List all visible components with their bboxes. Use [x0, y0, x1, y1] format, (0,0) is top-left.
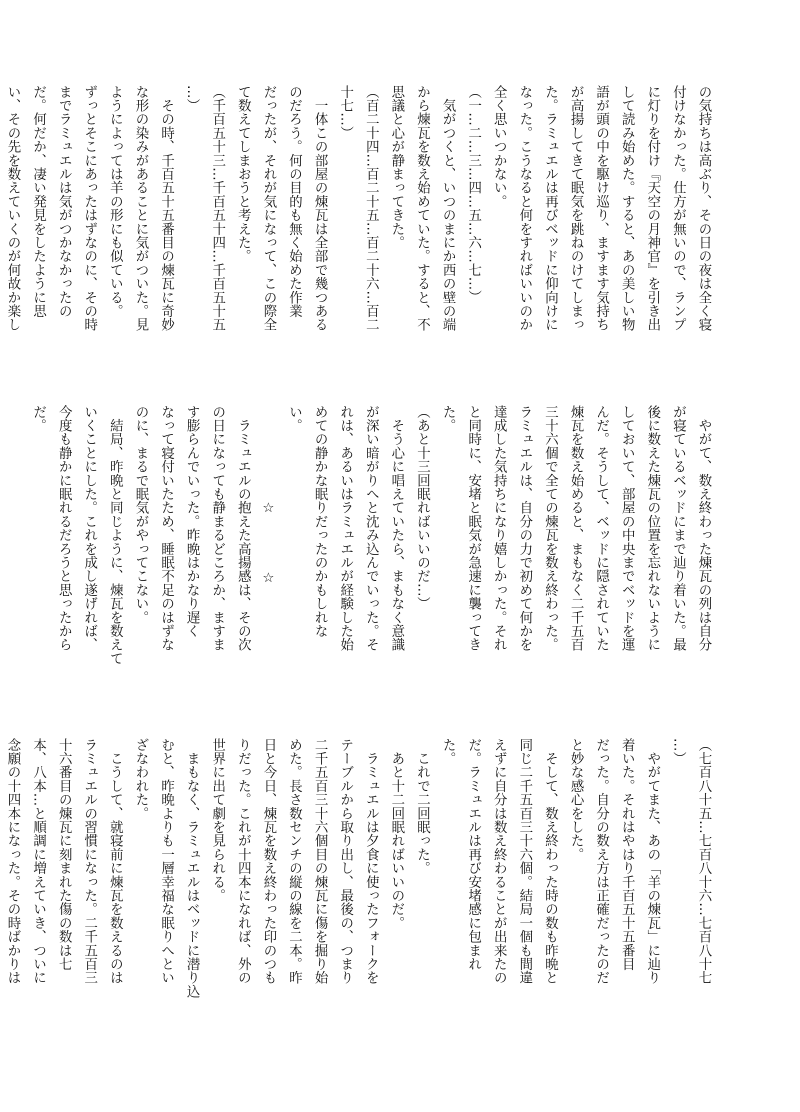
text-line: やがて、数え終わった煉瓦の列は自分: [696, 405, 711, 652]
text-line: の気持ちは高ぶり、その日の夜は全く寝: [696, 85, 711, 332]
text-line: そう心に唱えていたら、まもなく意識: [388, 405, 404, 652]
text-line: 達成した気持ちになり嬉しかった。それ: [491, 405, 507, 652]
text-line: （百二十四…百二十五…百二十六…百二: [363, 85, 379, 332]
text-line: と妙な感心をした。: [568, 738, 584, 862]
text-line: 二千五百三十六個目の煉瓦に傷を掘り始: [312, 738, 328, 985]
text-line: …）: [670, 738, 686, 766]
text-line: た。: [440, 738, 456, 766]
text-line: だ。何だか、凄い発見をしたように思: [30, 85, 46, 318]
text-line: 同じ二千五百三十六個。結局一個も間違: [516, 738, 532, 985]
text-line: 世界に出て劇を見られる。: [209, 738, 225, 903]
text-line: に灯りを付け『天空の月神官』を引き出: [644, 85, 660, 332]
text-line: 日と今日、煉瓦を数え終わった印のつも: [260, 738, 276, 985]
text-line: 付けなかった。仕方が無いので、ランプ: [670, 85, 686, 332]
text-line: ラミュエルの習慣になった。二千五百三: [81, 738, 97, 985]
text-line: 三十六個で全ての煉瓦を数え終わった。: [542, 405, 558, 652]
text-line: のだろう。何の目的も無く始めた作業: [286, 85, 302, 318]
text-line: い、その先を数えていくのが何故か楽し: [4, 85, 20, 332]
text-line: 煉瓦を数え始めると、まもなく二千五百: [568, 405, 584, 652]
text-line: 語が頭の中を駆け巡り、ますます気持ち: [593, 85, 609, 332]
text-line: （あと十三回眠ればいいのだ…）: [414, 405, 430, 611]
text-block-top: [4, 85, 716, 403]
text-line: ざなわれた。: [132, 738, 148, 821]
text-line: なって寝付いたため、睡眠不足のはずな: [158, 405, 174, 652]
text-line: りだった。これが十四本になれば、外の: [235, 738, 251, 985]
text-line: れは、あるいはラミュエルが経験した始: [337, 405, 353, 652]
text-line: の日になっても静まるどころか、ますま: [209, 405, 225, 652]
text-line: 本、八本…と順調に増えていき、ついに: [30, 738, 46, 985]
text-line: こうして、就寝前に煉瓦を数えるのは: [107, 738, 123, 985]
text-line: から煉瓦を数え始めていた。すると、不: [414, 85, 430, 332]
text-line: までラミュエルは気がつかなかったの: [56, 85, 72, 318]
text-line: だったが、それが気になって、この際全: [260, 85, 276, 332]
text-line: 一体この部屋の煉瓦は全部で幾つある: [312, 85, 328, 332]
text-line: 今度も静かに眠れるだろうと思ったから: [56, 405, 72, 652]
text-line: ☆ ☆: [260, 405, 276, 587]
text-line: 気がつくと、いつのまにか西の壁の端: [440, 85, 456, 332]
text-line: そして、数え終わった時の数も昨晩と: [542, 738, 558, 985]
text-block-bottom: [4, 738, 716, 1060]
text-line: テーブルから取り出し、最後の、つまり: [337, 738, 353, 985]
text-line: なった。こうなると何をすればいいのか: [516, 85, 532, 332]
text-line: ラミュエルは夕食に使ったフォークを: [363, 738, 379, 985]
text-line: ラミュエルの抱えた高揚感は、その次: [235, 405, 251, 652]
text-line: と同時に、安堵と眠気が急速に襲ってき: [465, 405, 481, 652]
text-line: 十六番目の煉瓦に刻まれた傷の数は七: [56, 738, 72, 971]
text-line: だった。自分の数え方は正確だったのだ: [593, 738, 609, 985]
text-line: い。: [286, 405, 302, 433]
text-line: な形の染みがあることに気がついた。見: [132, 85, 148, 332]
text-line: が深い暗がりへと沈み込んでいった。そ: [363, 405, 379, 652]
text-line: ようによっては羊の形にも似ている。: [107, 85, 123, 318]
text-line: 思議と心が静まってきた。: [388, 85, 404, 250]
text-line: す膨らんでいった。昨晩はかなり遅く: [184, 405, 200, 638]
text-line: んだ。そうして、ベッドに隠されていた: [593, 405, 609, 652]
text-line: めた。長さ数センチの縦の線を二本。昨: [286, 738, 302, 985]
text-line: まもなく、ラミュエルはベッドに潜り込: [184, 738, 200, 999]
text-line: （一…二…三…四…五…六…七…）: [465, 85, 481, 305]
text-line: 結局、昨晩と同じように、煉瓦を数えて: [107, 405, 123, 666]
text-line: が寝ているベッドにまで辿り着いた。最: [670, 405, 686, 652]
text-line: えずに自分は数え終わることが出来たの: [491, 738, 507, 985]
text-line: だ。ラミュエルは再び安堵感に包まれ: [465, 738, 481, 971]
text-line: 後に数えた煉瓦の位置を忘れないように: [644, 405, 660, 652]
text-line: のに、まるで眠気がやってこない。: [132, 405, 148, 625]
text-line: やがてまた、あの「羊の煉瓦」に辿り: [644, 738, 660, 985]
text-line: ずっとそこにあったはずなのに、その時: [81, 85, 97, 332]
text-line: （千百五十三…千百五十四…千百五十五: [209, 85, 225, 332]
text-line: めての静かな眠りだったのかもしれな: [312, 405, 328, 638]
text-line: て数えてしまおうと考えた。: [235, 85, 251, 264]
text-line: 十七…）: [337, 85, 353, 140]
text-line: むと、昨晩よりも一層幸福な眠りへとい: [158, 738, 174, 985]
text-line: しておいて、部屋の中央までベッドを運: [619, 405, 635, 652]
text-line: いくことにした。これを成し遂げれば、: [81, 405, 97, 652]
text-line: 念願の十四本になった。その時ばかりは: [4, 738, 20, 985]
text-line: （七百八十五…七百八十六…七百八十七: [696, 738, 711, 985]
text-line: あと十二回眠ればいいのだ。: [388, 738, 404, 930]
text-line: …）: [184, 85, 200, 113]
text-line: これで二回眠った。: [414, 738, 430, 875]
text-line: た。: [440, 405, 456, 433]
text-line: た。ラミュエルは再びベッドに仰向けに: [542, 85, 558, 332]
text-line: 着いた。それはやはり千百五十五番目: [619, 738, 635, 971]
text-line: 全く思いつかない。: [491, 85, 507, 209]
text-line: その時、千百五十五番目の煉瓦に奇妙: [158, 85, 174, 332]
text-block-middle: [30, 405, 716, 735]
text-line: ラミュエルは、自分の力で初めて何かを: [516, 405, 532, 652]
text-line: して読み始めた。すると、あの美しい物: [619, 85, 635, 332]
text-line: が高揚してきて眠気を跳ねのけてしまっ: [568, 85, 584, 332]
text-line: だ。: [30, 405, 46, 433]
